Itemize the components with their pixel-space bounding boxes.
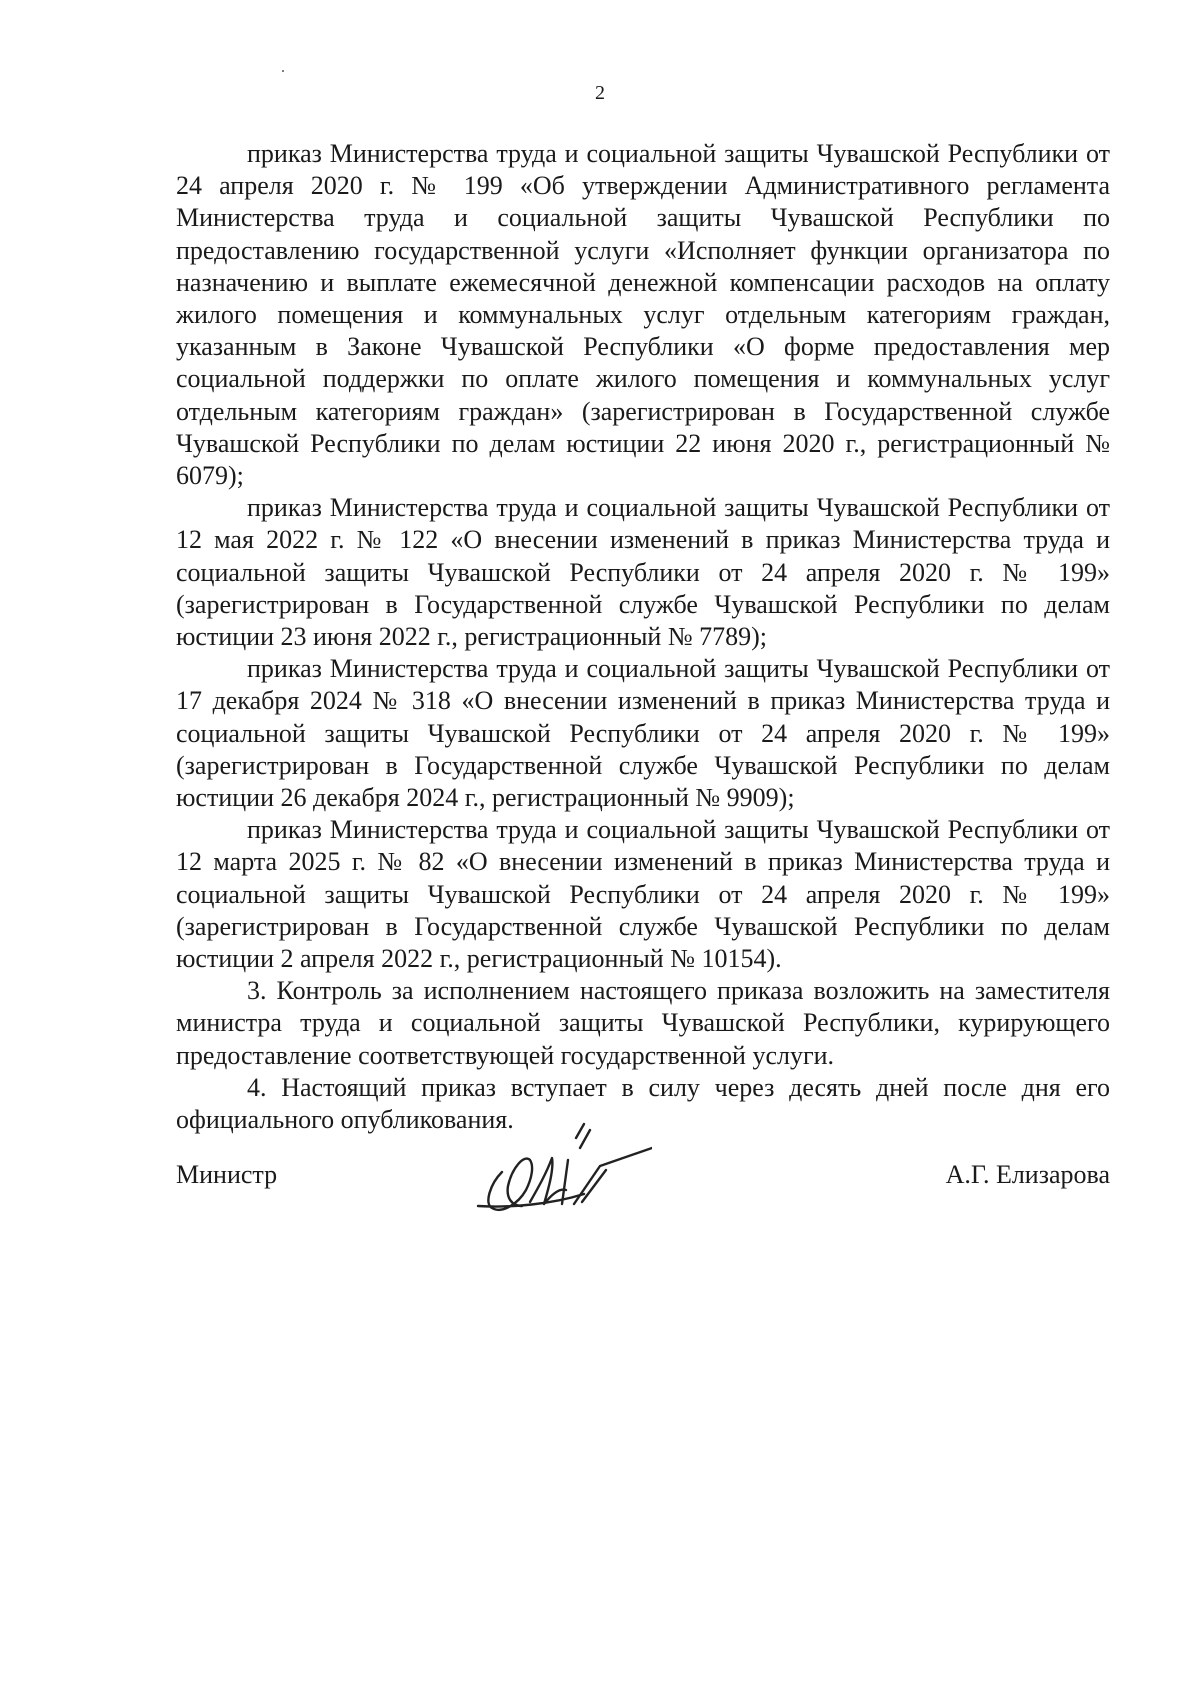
paragraph-order-318: приказ Министерства труда и социальной защиты Чувашской Республики от 17 декабря 2024 № 318 «О внесении изменений в приказ Министерства труда и социальной защиты Чувашской Республики от 24 апреля 2020 г. № 199» (зарегистрирован в Государственной службе Чувашской Республики по делам юстиции 26 декабря 2024 г., регистрационный № 9909); <box>176 654 1110 813</box>
handwritten-signature <box>472 1108 652 1228</box>
scan-speck <box>282 70 284 72</box>
signatory-title: Министр <box>176 1160 278 1189</box>
paragraph-item-4-effective: 4. Настоящий приказ вступает в силу через десять дней после дня его официального опубликования. <box>176 1072 1110 1135</box>
signature-block <box>176 1108 1110 1228</box>
paragraph-order-199: приказ Министерства труда и социальной защиты Чувашской Республики от 24 апреля 2020 г. № 199 «Об утверждении Административного регламента Министерства труда и социальной защиты Чувашской Республики по предоставлению государственной услуги «Исполняет функции организатора по назначению и выплате ежемесячной денежной компенсации расходов на оплату жилого помещения и коммунальных услуг отдельным категориям граждан, указанным в Законе Чувашской Республики «О форме предоставления мер социальной поддержки по оплате жилого помещения и коммунальных услуг отдельным категориям граждан» (зарегистрирован в Государственной службе Чувашской Республики по делам юстиции 22 июня 2020 г., регистрационный № 6079); <box>176 139 1110 491</box>
paragraph-order-82: приказ Министерства труда и социальной защиты Чувашской Республики от 12 марта 2025 г. № 82 «О внесении изменений в приказ Министерства труда и социальной защиты Чувашской Республики от 24 апреля 2020 г. № 199» (зарегистрирован в Государственной службе Чувашской Республики по делам юстиции 2 апреля 2022 г., регистрационный № 10154). <box>176 815 1110 974</box>
paragraph-item-3-control: 3. Контроль за исполнением настоящего приказа возложить на заместителя министра труда и социальной защиты Чувашской Республики, курирующего предоставление соответствующей государственной услуги. <box>176 976 1110 1070</box>
signatory-name: А.Г. Елизарова <box>945 1160 1110 1189</box>
page-number: 2 <box>595 82 605 104</box>
document-body <box>176 138 1110 1136</box>
paragraph-order-122: приказ Министерства труда и социальной защиты Чувашской Республики от 12 мая 2022 г. № 122 «О внесении изменений в приказ Министерства труда и социальной защиты Чувашской Республики от 24 апреля 2020 г. № 199» (зарегистрирован в Государственной службе Чувашской Республики по делам юстиции 23 июня 2022 г., регистрационный № 7789); <box>176 493 1110 652</box>
